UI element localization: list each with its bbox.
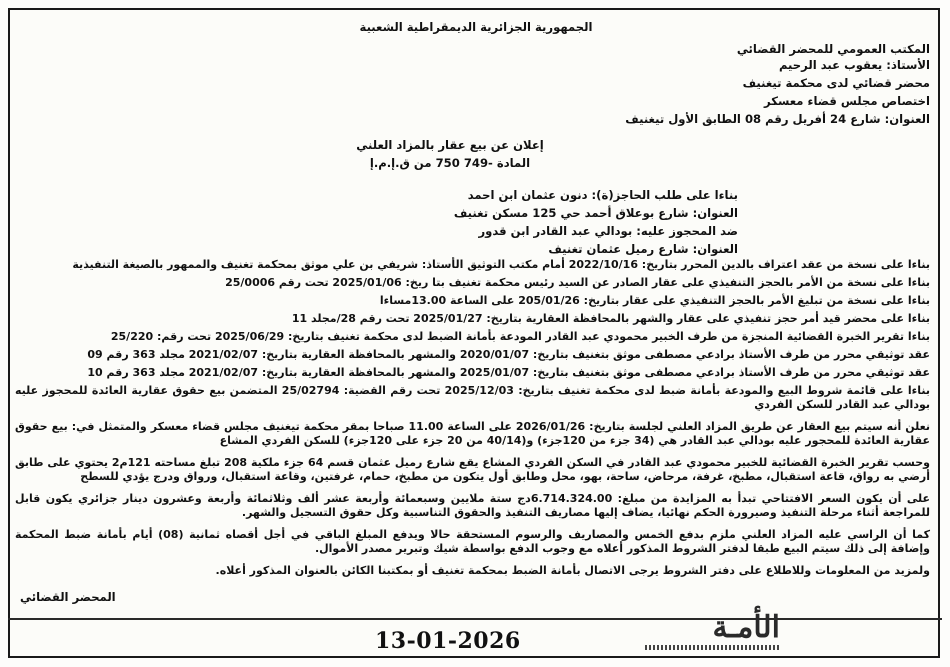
debtor-line: ضد المحجوز عليه: بودالي عبد القادر ابن قدور	[478, 224, 738, 238]
creditor-address: العنوان: شارع بوعلاق أحمد حي 125 مسكن تغنيف	[453, 206, 738, 220]
payment-terms-paragraph: كما أن الراسي عليه المزاد العلني ملزم بدفع الخمس والمصاريف والرسوم المستحقة حالا ويدفع المبلغ الباقي في أجل أقصاه ثمانية (08) أيام بأمانة ضبط المحكمة وإضافة إلى ذلك سيتم البيع طبقا لدفتر الشروط المذكور أعلاه مع وجوب الدفع بواسطة شيك وتبرير مصدر الأموال.	[15, 528, 930, 555]
court-name: محضر قضائي لدى محكمة تيغنيف	[742, 76, 930, 90]
signature-label: المحضر القضائي	[20, 590, 116, 604]
auction-announcement-paragraph: نعلن أنه سيتم بيع العقار عن طريق المزاد العلني لجلسة بتاريخ: 2026/01/26 على الساعة 11.00 صباحا بمقر محكمة تيغنيف مجلس قضاء معسكر والمتمثل في: بيع حقوق عقارية العائدة للمحجور عليه بودالي عبد القادر هي (34 جزء من 120جزء) و(40/14 من 20 جزء على 120جزء) للسكن الفردي المشاع	[15, 420, 930, 447]
basis-line: بناءا على نسخة من تبليغ الأمر بالحجز التنفيذي على عقار بتاريخ: 205/01/26 على الساعة 13.00مساءا	[379, 294, 930, 307]
notice-article: المادة -749 750 من ق.إ.م.إ	[369, 156, 531, 170]
jurisdiction: اختصاص مجلس قضاء معسكر	[764, 94, 930, 108]
basis-line: بناءا على نسخة من عقد اعتراف بالدين المحرر بتاريخ: 2022/10/16 أمام مكتب التوثيق الأستاذ: شريفي بن علي موثق بمحكمة تغنيف والممهور بالصيغة التنفيذية	[72, 258, 930, 271]
notice-title: إعلان عن بيع عقار بالمزاد العلني	[356, 138, 544, 152]
conditions-list-paragraph: بناءا على قائمة شروط البيع والمودعة بأمانة ضبط لدى محكمة تغنيف بتاريخ: 2025/12/03 تحت رقم القضية: 25/02794 المتضمن بيع حقوق عقارية العائدة للمحجوز عليه بودالي عبد القادر للسكن الفردي	[15, 384, 930, 411]
basis-line: بناءا على محضر قيد أمر حجز تنفيذي على عقار والشهر بالمحافظة العقارية بتاريخ: 2025/01/27 تحت رقم 28/مجلد 11	[291, 312, 930, 325]
publication-date: 13-01-2026	[375, 628, 521, 654]
office-name: المكتب العمومي للمحضر القضائي	[736, 42, 930, 56]
footer-rule	[8, 618, 942, 620]
office-address: العنوان: شارع 24 أفريل رقم 08 الطابق الأول تيغنيف	[625, 112, 930, 126]
newspaper-logo-text: الأمـة	[712, 610, 780, 645]
basis-line: بناءا على نسخة من الأمر بالحجز التنفيذي على عقار الصادر عن السيد رئيس محكمة تغنيف بتا ريخ: 2025/01/06 تحت رقم 25/0006	[225, 276, 930, 289]
basis-line: عقد توثيقي محرر من طرف الأستاذ برادعي مصطفى موثق بتغنيف بتاريخ: 2025/01/07 والمشهر بالمحافظة العقارية بتاريخ: 2021/02/07 مجلد 363 رقم 10	[87, 366, 930, 379]
basis-line: عقد توثيقي محرر من طرف الأستاذ برادعي مصطفى موثق بتغنيف بتاريخ: 2020/01/07 والمشهر بالمحافظة العقارية بتاريخ: 2021/02/07 مجلد 363 رقم 09	[87, 348, 930, 361]
notice-frame	[8, 8, 940, 658]
debtor-address: العنوان: شارع رميل عثمان تغنيف	[548, 242, 738, 256]
republic-heading: الجمهورية الجزائرية الديمقراطية الشعبية	[359, 20, 593, 34]
newspaper-logo	[645, 612, 780, 650]
basis-line: بناءا تقرير الخبرة القضائية المنجزة من طرف الخبير محمودي عبد القادر المودعة بأمانة الضبط لدى محكمة تغنيف بتاريخ: 2025/06/29 تحت رقم: 25/220	[110, 330, 930, 343]
creditor-line: بناءا على طلب الحاجز(ة): دنون عثمان ابن احمد	[467, 188, 738, 202]
contact-info-paragraph: ولمزيد من المعلومات وللاطلاع على دفتر الشروط يرجى الاتصال بأمانة الضبط بمحكمة تغنيف أو بمكتبنا الكائن بالعنوان المذكور أعلاه.	[215, 564, 930, 577]
opening-price-paragraph: على أن يكون السعر الافتتاحي تبدأ به المزايدة من مبلغ: 6.714.324.00دج ستة ملايين وسبعمائة وأربعة عشر ألف وثلاثمائة وأربعة وعشرون دينار جزائري يكون قابل للمراجعة أثناء مرحلة التنفيذ وصيرورة الحكم نهائيا، يضاف إليها مصاريف التنفيذ والحقوق التناسبية وكل حقوق التسجيل والشهر.	[15, 492, 930, 519]
lawyer-name: الأستاذ: يعقوب عبد الرحيم	[778, 58, 930, 72]
logo-underline	[645, 645, 780, 650]
property-description-paragraph: وحسب تقرير الخبرة القضائية للخبير محمودي عبد القادر في السكن الفردي المشاع يقع شارع رميل عثمان قسم 64 جزء ملكية 208 تبلغ مساحته 121م2 يحتوي على طابق أرضي به رواق، قاعة استقبال، مطبخ، غرفة، مرحاض، ساحة، بهو، محل وطابق أول يتكون من مطبخ، حمام، غرفتين، وقاعة استقبال، ورواق ودرج يؤدي للسطح	[15, 456, 930, 483]
